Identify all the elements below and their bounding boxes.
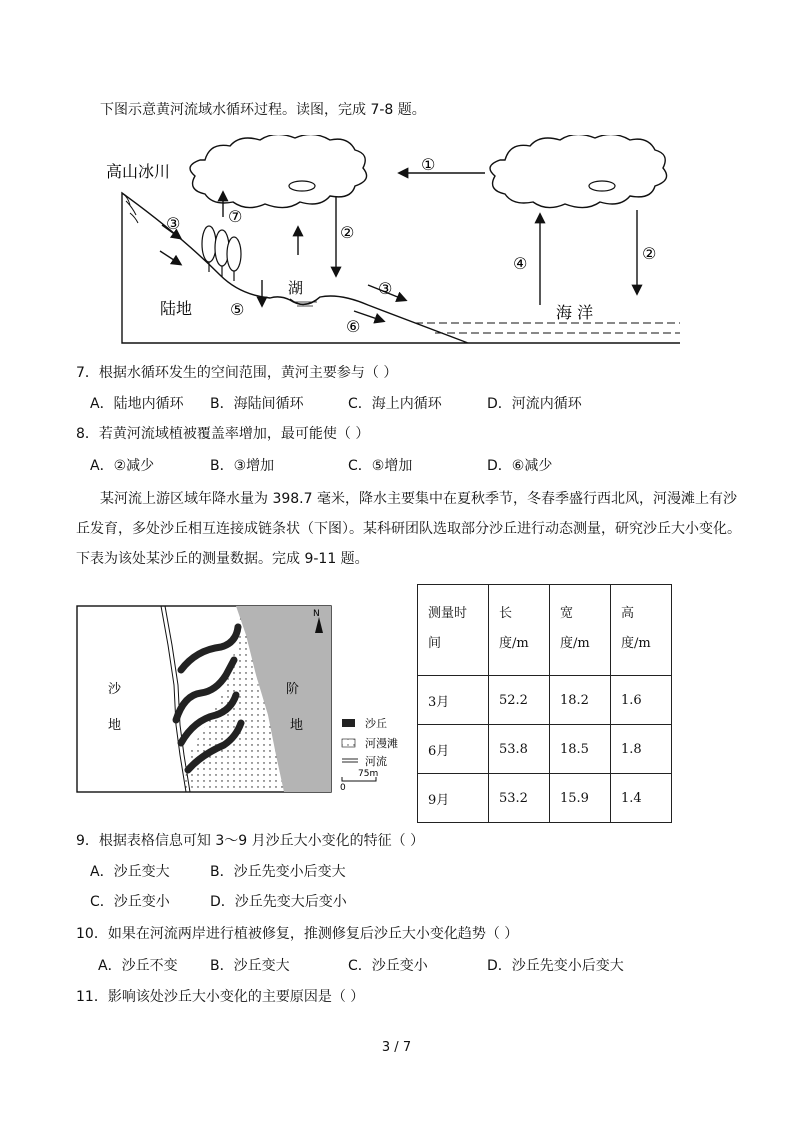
mark-1: ① bbox=[421, 155, 436, 174]
q9-option-c[interactable]: C．沙丘变小 bbox=[90, 894, 170, 910]
table-cell: 15.9 bbox=[550, 774, 611, 823]
page-number: 3 / 7 bbox=[381, 1040, 412, 1055]
table-row bbox=[418, 676, 672, 725]
q8-stem: 8．若黄河流域植被覆盖率增加，最可能使（ ） bbox=[76, 426, 370, 442]
label-terrace-bottom: 地 bbox=[290, 718, 304, 733]
table-header-cell: 长 度/m bbox=[489, 585, 550, 676]
q7-option-c[interactable]: C．海上内循环 bbox=[348, 396, 442, 412]
measurement-table bbox=[417, 584, 672, 823]
q10-option-d[interactable]: D．沙丘先变小后变大 bbox=[487, 958, 624, 974]
table-cell: 18.5 bbox=[550, 725, 611, 774]
q9-option-b[interactable]: B．沙丘先变小后变大 bbox=[210, 864, 346, 880]
mark-4: ④ bbox=[513, 254, 528, 273]
label-ocean: 海 洋 bbox=[556, 303, 594, 322]
table-header-cell: 宽 度/m bbox=[550, 585, 611, 676]
intro-text-1: 下图示意黄河流域水循环过程。读图，完成 7-8 题。 bbox=[100, 102, 426, 118]
q10-stem: 10．如果在河流两岸进行植被修复，推测修复后沙丘大小变化趋势（ ） bbox=[76, 926, 519, 942]
mark-3-river: ③ bbox=[378, 279, 393, 298]
water-cycle-diagram bbox=[100, 135, 690, 350]
table-cell: 1.6 bbox=[611, 676, 672, 725]
table-cell: 6月 bbox=[418, 725, 489, 774]
mark-2-land: ② bbox=[340, 223, 355, 242]
svg-text:75m: 75m bbox=[358, 769, 379, 779]
q7-option-a[interactable]: A．陆地内循环 bbox=[90, 396, 184, 412]
svg-text:河流: 河流 bbox=[365, 755, 387, 768]
q7-stem: 7．根据水循环发生的空间范围，黄河主要参与（ ） bbox=[76, 365, 398, 381]
table-cell: 18.2 bbox=[550, 676, 611, 725]
q10-option-a[interactable]: A．沙丘不变 bbox=[98, 958, 178, 974]
q7-option-d[interactable]: D．河流内循环 bbox=[487, 396, 582, 412]
mark-5: ⑤ bbox=[230, 300, 245, 319]
label-sand-top: 沙 bbox=[108, 682, 122, 697]
svg-text:0: 0 bbox=[340, 783, 346, 793]
table-cell: 52.2 bbox=[489, 676, 550, 725]
q8-option-d[interactable]: D．⑥减少 bbox=[487, 458, 553, 474]
q9-option-a[interactable]: A．沙丘变大 bbox=[90, 864, 170, 880]
ocean-surface bbox=[415, 323, 680, 333]
svg-text:河漫滩: 河漫滩 bbox=[365, 737, 398, 750]
q8-option-b[interactable]: B．③增加 bbox=[210, 458, 275, 474]
q7-option-b[interactable]: B．海陆间循环 bbox=[210, 396, 304, 412]
q11-stem: 11．影响该处沙丘大小变化的主要原因是（ ） bbox=[76, 989, 365, 1005]
q8-option-a[interactable]: A．②减少 bbox=[90, 458, 155, 474]
table-header-cell: 测量时 间 bbox=[418, 585, 489, 676]
label-sand-bottom: 地 bbox=[108, 718, 122, 733]
svg-text:N: N bbox=[313, 609, 320, 619]
intro-text-2-line1: 某河流上游区域年降水量为 398.7 毫米，降水主要集中在夏秋季节，冬春季盛行西北风，河漫滩上有沙 bbox=[100, 491, 737, 507]
mark-7: ⑦ bbox=[228, 207, 243, 226]
q10-option-c[interactable]: C．沙丘变小 bbox=[348, 958, 428, 974]
mark-3-slope: ③ bbox=[166, 214, 181, 233]
svg-text:沙丘: 沙丘 bbox=[365, 717, 387, 730]
cloud-land bbox=[190, 135, 367, 208]
intro-text-2-line2: 丘发育，多处沙丘相互连接成链条状（下图）。某科研团队选取部分沙丘进行动态测量，研究沙丘大小变化。 bbox=[76, 521, 741, 537]
q8-option-c[interactable]: C．⑤增加 bbox=[348, 458, 413, 474]
q9-stem: 9．根据表格信息可知 3～9 月沙丘大小变化的特征（ ） bbox=[76, 833, 425, 849]
label-glacier: 高山冰川 bbox=[106, 162, 171, 181]
mark-6: ⑥ bbox=[346, 317, 361, 336]
cloud-sea bbox=[490, 135, 667, 208]
table-row bbox=[418, 725, 672, 774]
table-row bbox=[418, 774, 672, 823]
table-cell: 53.8 bbox=[489, 725, 550, 774]
label-lake: 湖 bbox=[288, 279, 304, 297]
table-cell: 3月 bbox=[418, 676, 489, 725]
map-legend bbox=[340, 716, 398, 793]
table-cell: 1.8 bbox=[611, 725, 672, 774]
q10-option-b[interactable]: B．沙丘变大 bbox=[210, 958, 290, 974]
q9-option-d[interactable]: D．沙丘先变大后变小 bbox=[210, 894, 347, 910]
table-header-row bbox=[418, 585, 672, 676]
table-header-cell: 高 度/m bbox=[611, 585, 672, 676]
table-cell: 53.2 bbox=[489, 774, 550, 823]
label-terrace-top: 阶 bbox=[286, 682, 300, 697]
mark-2-sea: ② bbox=[642, 244, 657, 263]
table-cell: 9月 bbox=[418, 774, 489, 823]
label-land: 陆地 bbox=[160, 299, 193, 318]
intro-text-2-line3: 下表为该处某沙丘的测量数据。完成 9-11 题。 bbox=[76, 551, 369, 567]
table-cell: 1.4 bbox=[611, 774, 672, 823]
dune-map bbox=[76, 605, 406, 795]
